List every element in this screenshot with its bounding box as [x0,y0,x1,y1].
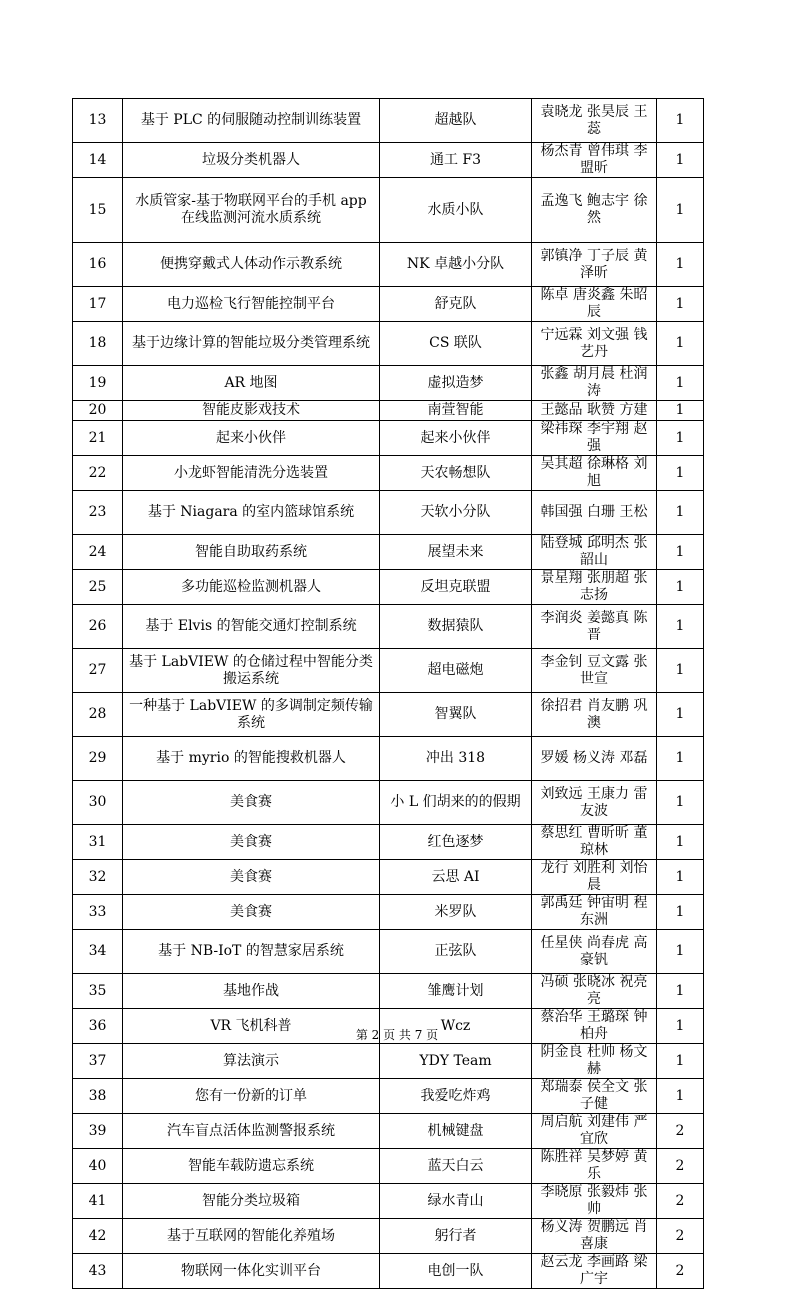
row-number: 23 [73,491,123,535]
team-name: 数据猿队 [380,605,532,649]
group-number: 2 [657,1219,704,1254]
row-number: 25 [73,570,123,605]
project-name: 垃圾分类机器人 [123,143,380,178]
group-number: 1 [657,143,704,178]
row-number: 13 [73,99,123,143]
group-number: 1 [657,243,704,287]
project-name: 美食赛 [123,825,380,860]
group-number: 1 [657,1044,704,1079]
table-row [73,1219,704,1254]
project-name: AR 地图 [123,366,380,401]
project-name: 基于互联网的智能化养殖场 [123,1219,380,1254]
team-name: 虚拟造梦 [380,366,532,401]
group-number: 1 [657,535,704,570]
table-row [73,1044,704,1079]
group-number: 1 [657,1079,704,1114]
team-name: 舒克队 [380,287,532,322]
group-number: 1 [657,693,704,737]
group-number: 2 [657,1149,704,1184]
table-row [73,1079,704,1114]
team-members: 阴金良 杜帅 杨文赫 [532,1044,657,1079]
table-row [73,895,704,930]
table-row [73,287,704,322]
team-members: 郭镇净 丁子辰 黄泽昕 [532,243,657,287]
team-members: 宁远霖 刘文强 钱艺丹 [532,322,657,366]
project-name: 基于 myrio 的智能搜救机器人 [123,737,380,781]
row-number: 19 [73,366,123,401]
group-number: 1 [657,605,704,649]
team-name: 红色逐梦 [380,825,532,860]
team-members: 蔡思红 曹昕昕 董琼林 [532,825,657,860]
team-members: 龙行 刘胜利 刘怡晨 [532,860,657,895]
team-members: 陆登城 邱明杰 张韶山 [532,535,657,570]
table-row [73,649,704,693]
group-number: 2 [657,1254,704,1289]
team-members: 王懿品 耿赞 方建 [532,401,657,421]
team-members: 郑瑞泰 侯全文 张子健 [532,1079,657,1114]
table-row [73,143,704,178]
group-number: 1 [657,287,704,322]
project-name: 基于 Niagara 的室内篮球馆系统 [123,491,380,535]
project-name: 美食赛 [123,781,380,825]
team-members: 吴其超 徐琳格 刘旭 [532,456,657,491]
project-name: 美食赛 [123,895,380,930]
team-members: 李晓原 张毅炜 张帅 [532,1184,657,1219]
team-members: 李润炎 姜懿真 陈晋 [532,605,657,649]
table-row [73,535,704,570]
row-number: 31 [73,825,123,860]
team-members: 冯硕 张晓冰 祝亮亮 [532,974,657,1009]
table-row [73,243,704,287]
team-name: NK 卓越小分队 [380,243,532,287]
group-number: 2 [657,1114,704,1149]
project-name: 水质管家-基于物联网平台的手机 app 在线监测河流水质系统 [123,178,380,243]
project-name: 基于 Elvis 的智能交通灯控制系统 [123,605,380,649]
team-name: 通工 F3 [380,143,532,178]
team-members: 陈卓 唐炎鑫 朱昭辰 [532,287,657,322]
team-name: 智翼队 [380,693,532,737]
team-members: 徐招君 肖友鹏 巩澳 [532,693,657,737]
group-number: 1 [657,860,704,895]
team-name: 躬行者 [380,1219,532,1254]
team-name: 起来小伙伴 [380,421,532,456]
table-row [73,737,704,781]
team-members: 梁祎琛 李宇翔 赵强 [532,421,657,456]
team-name: CS 联队 [380,322,532,366]
team-members: 罗媛 杨义涛 邓磊 [532,737,657,781]
row-number: 35 [73,974,123,1009]
team-members: 杨杰青 曾伟琪 李盟昕 [532,143,657,178]
team-name: 天农畅想队 [380,456,532,491]
team-name: 雏鹰计划 [380,974,532,1009]
table-row [73,1114,704,1149]
row-number: 38 [73,1079,123,1114]
group-number: 1 [657,825,704,860]
group-number: 1 [657,781,704,825]
team-name: 超越队 [380,99,532,143]
team-members: 陈胜祥 吴梦婷 黄乐 [532,1149,657,1184]
team-name: 超电磁炮 [380,649,532,693]
row-number: 32 [73,860,123,895]
row-number: 36 [73,1009,123,1044]
table-row [73,930,704,974]
row-number: 16 [73,243,123,287]
team-name: 冲出 318 [380,737,532,781]
team-members: 袁晓龙 张昊辰 王蕊 [532,99,657,143]
team-name: 米罗队 [380,895,532,930]
project-name: 智能皮影戏技术 [123,401,380,421]
group-number: 1 [657,930,704,974]
project-name: 美食赛 [123,860,380,895]
group-number: 1 [657,737,704,781]
table-row [73,781,704,825]
project-name: 物联网一体化实训平台 [123,1254,380,1289]
project-name: 基于 LabVIEW 的仓储过程中智能分类搬运系统 [123,649,380,693]
project-name: 基于 NB-IoT 的智慧家居系统 [123,930,380,974]
team-members: 刘致远 王康力 雷友波 [532,781,657,825]
team-members: 周启航 刘建伟 严宜欣 [532,1114,657,1149]
group-number: 1 [657,649,704,693]
table-row [73,605,704,649]
team-name: 我爱吃炸鸡 [380,1079,532,1114]
project-name: 智能分类垃圾箱 [123,1184,380,1219]
table-row [73,178,704,243]
team-members: 任星侠 尚春虎 高豪钒 [532,930,657,974]
project-name: 汽车盲点活体监测警报系统 [123,1114,380,1149]
row-number: 37 [73,1044,123,1079]
row-number: 24 [73,535,123,570]
table-row [73,1254,704,1289]
team-members: 韩国强 白珊 王松 [532,491,657,535]
team-name: 电创一队 [380,1254,532,1289]
project-name: 便携穿戴式人体动作示教系统 [123,243,380,287]
team-members: 杨义涛 贺鹏远 肖喜康 [532,1219,657,1254]
row-number: 33 [73,895,123,930]
row-number: 14 [73,143,123,178]
project-name: 小龙虾智能清洗分选装置 [123,456,380,491]
project-name: VR 飞机科普 [123,1009,380,1044]
project-name: 起来小伙伴 [123,421,380,456]
team-name: 南萱智能 [380,401,532,421]
team-name: 展望未来 [380,535,532,570]
project-name: 基于边缘计算的智能垃圾分类管理系统 [123,322,380,366]
table-row [73,693,704,737]
team-members: 景星翔 张朋超 张志扬 [532,570,657,605]
team-members: 赵云龙 李画路 梁广宇 [532,1254,657,1289]
row-number: 18 [73,322,123,366]
row-number: 15 [73,178,123,243]
team-name: Wcz [380,1009,532,1044]
row-number: 43 [73,1254,123,1289]
group-number: 1 [657,322,704,366]
row-number: 17 [73,287,123,322]
project-name: 智能车载防遗忘系统 [123,1149,380,1184]
row-number: 41 [73,1184,123,1219]
team-members: 张鑫 胡月晨 杜润涛 [532,366,657,401]
row-number: 20 [73,401,123,421]
row-number: 39 [73,1114,123,1149]
table-row [73,860,704,895]
table-row [73,825,704,860]
row-number: 42 [73,1219,123,1254]
page-footer: 第 2 页 共 7 页 [355,1028,439,1042]
team-name: 蓝天白云 [380,1149,532,1184]
group-number: 1 [657,570,704,605]
table-row [73,974,704,1009]
group-number: 1 [657,491,704,535]
team-name: 反坦克联盟 [380,570,532,605]
project-name: 您有一份新的订单 [123,1079,380,1114]
team-name: 小 L 们胡来的的假期 [380,781,532,825]
project-name: 多功能巡检监测机器人 [123,570,380,605]
team-name: YDY Team [380,1044,532,1079]
team-members: 郭禹廷 钟宙明 程东洲 [532,895,657,930]
project-name: 算法演示 [123,1044,380,1079]
project-name: 电力巡检飞行智能控制平台 [123,287,380,322]
row-number: 28 [73,693,123,737]
group-number: 1 [657,99,704,143]
table-row [73,99,704,143]
project-name: 基地作战 [123,974,380,1009]
row-number: 34 [73,930,123,974]
table-row [73,456,704,491]
group-number: 1 [657,1009,704,1044]
row-number: 30 [73,781,123,825]
group-number: 1 [657,974,704,1009]
table-row [73,401,704,421]
group-number: 1 [657,421,704,456]
project-name: 智能自助取药系统 [123,535,380,570]
group-number: 1 [657,401,704,421]
table-row [73,421,704,456]
group-number: 1 [657,178,704,243]
row-number: 29 [73,737,123,781]
team-members: 李金钊 豆文露 张世宣 [532,649,657,693]
group-number: 1 [657,366,704,401]
team-members: 孟逸飞 鲍志宇 徐然 [532,178,657,243]
project-name: 一种基于 LabVIEW 的多调制定频传输系统 [123,693,380,737]
team-name: 天软小分队 [380,491,532,535]
team-name: 机械键盘 [380,1114,532,1149]
project-name: 基于 PLC 的伺服随动控制训练装置 [123,99,380,143]
team-name: 云思 AI [380,860,532,895]
row-number: 21 [73,421,123,456]
table-row [73,322,704,366]
row-number: 22 [73,456,123,491]
table-row [73,570,704,605]
team-name: 绿水青山 [380,1184,532,1219]
table-row [73,366,704,401]
table-row [73,1149,704,1184]
team-list-table [72,98,704,1289]
table-row [73,491,704,535]
row-number: 27 [73,649,123,693]
table-row [73,1184,704,1219]
group-number: 1 [657,895,704,930]
group-number: 2 [657,1184,704,1219]
team-name: 水质小队 [380,178,532,243]
row-number: 26 [73,605,123,649]
team-name: 正弦队 [380,930,532,974]
team-members: 蔡治华 王璐琛 钟柏舟 [532,1009,657,1044]
row-number: 40 [73,1149,123,1184]
group-number: 1 [657,456,704,491]
